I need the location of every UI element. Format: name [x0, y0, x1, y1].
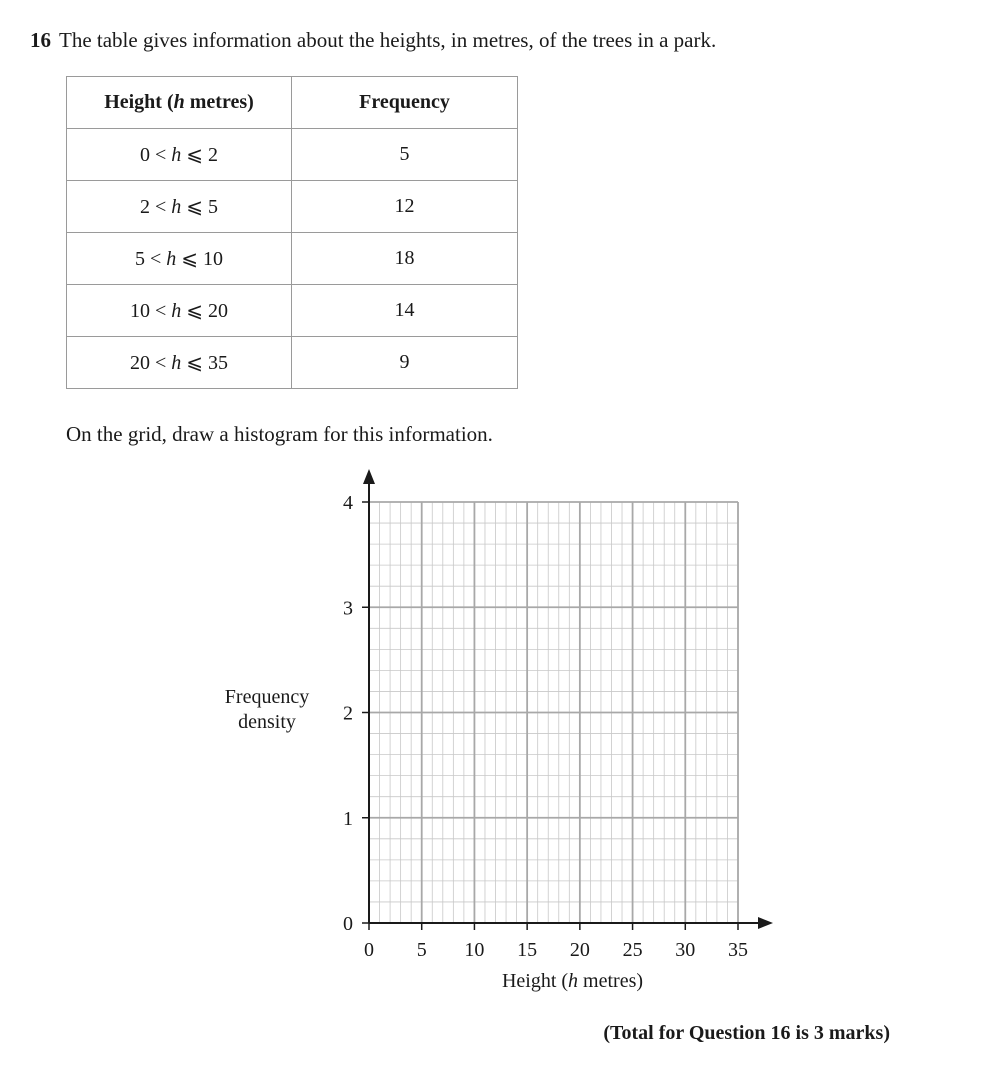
instruction-text: On the grid, draw a histogram for this information.: [66, 422, 493, 446]
question-number: 16: [30, 28, 51, 52]
tick-labels: [343, 492, 748, 961]
x-tick-label: 30: [675, 939, 696, 961]
question-body: The table gives information about the heights, in metres, of the trees in a park.: [59, 28, 717, 52]
y-tick-label: 4: [343, 492, 353, 514]
height-interval: 10 < h ⩽ 20: [67, 285, 292, 337]
height-interval: 2 < h ⩽ 5: [67, 181, 292, 233]
x-tick-label: 35: [728, 939, 748, 961]
y-axis-arrow: [363, 469, 375, 484]
header-frequency: Frequency: [292, 77, 518, 129]
height-interval: 20 < h ⩽ 35: [67, 337, 292, 389]
frequency-value: 12: [292, 181, 518, 233]
height-interval: 5 < h ⩽ 10: [67, 233, 292, 285]
total-marks: (Total for Question 16 is 3 marks): [603, 1022, 890, 1044]
frequency-value: 9: [292, 337, 518, 389]
y-tick-label: 1: [343, 807, 353, 830]
x-tick-label: 20: [569, 939, 590, 961]
x-axis-arrow: [758, 917, 773, 929]
x-axis-label: Height (h metres): [501, 970, 644, 992]
x-tick-label: 10: [464, 939, 485, 961]
header-height: Height (h metres): [67, 77, 292, 129]
y-tick-label: 3: [343, 597, 353, 620]
frequency-value: 14: [292, 285, 518, 337]
y-tick-label: 0: [343, 913, 353, 935]
x-tick-label: 25: [622, 939, 643, 961]
height-interval: 0 < h ⩽ 2: [67, 129, 292, 181]
x-tick-label: 5: [416, 939, 427, 961]
frequency-value: 18: [292, 233, 518, 285]
x-tick-label: 15: [517, 939, 538, 961]
x-tick-label: 0: [364, 939, 374, 961]
y-tick-label: 2: [343, 702, 353, 725]
y-axis-label: Frequency density: [224, 686, 310, 733]
frequency-value: 5: [292, 129, 518, 181]
